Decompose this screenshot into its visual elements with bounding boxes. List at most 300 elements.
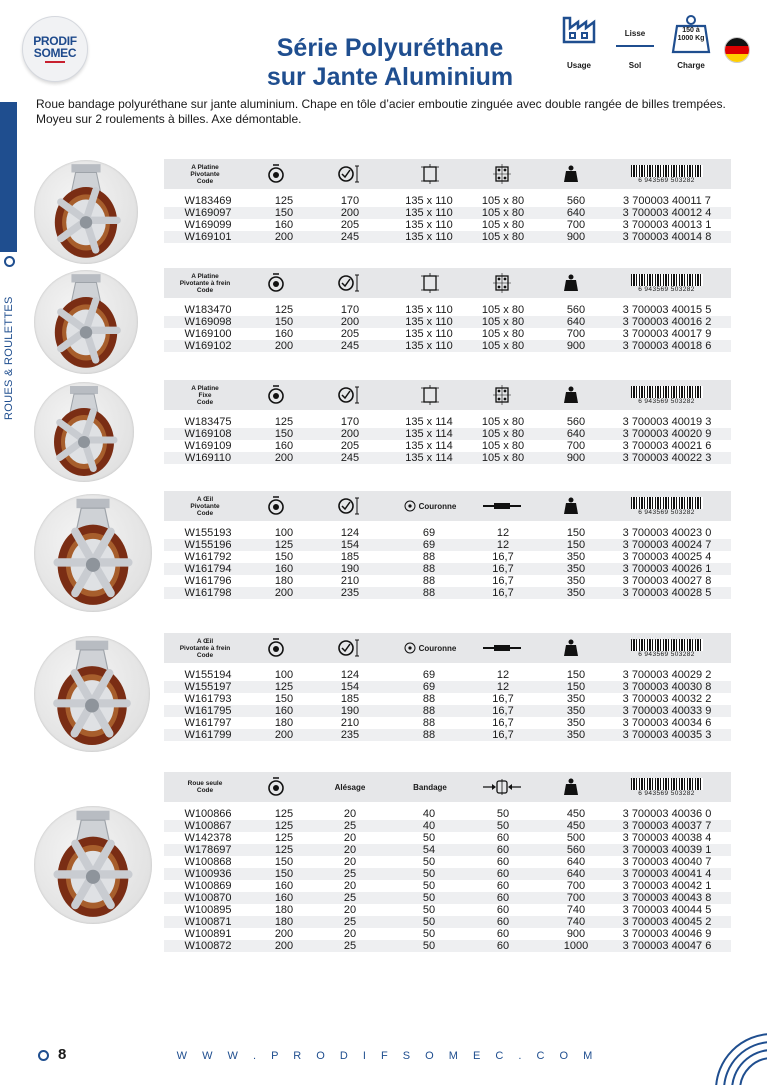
table-cell: 135 x 110	[405, 304, 453, 316]
table-row	[164, 452, 731, 464]
table-cell: 135 x 114	[405, 416, 453, 428]
title-line-1: Série Polyuréthane	[276, 34, 504, 62]
charge-bottom: 1000 Kg	[677, 35, 705, 42]
table-cell: 125	[274, 681, 294, 693]
table-row	[164, 681, 731, 693]
table-cell: 100	[274, 527, 294, 539]
table-cell: 160	[274, 892, 294, 904]
table-cell: 350	[566, 693, 586, 705]
ean-code: 3 700003 40037 7	[622, 820, 712, 832]
table-cell: 88	[422, 717, 436, 729]
ean-code: 3 700003 40036 0	[622, 808, 712, 820]
table-row	[164, 563, 731, 575]
ean-code: 3 700003 40042 1	[622, 880, 712, 892]
table-cell: 160	[274, 705, 294, 717]
table-cell: 350	[566, 729, 586, 741]
product-code: W161796	[184, 575, 232, 587]
table-cell: 150	[274, 207, 294, 219]
height-icon	[318, 159, 382, 189]
barcode-number: 6 943569 503282	[638, 508, 695, 516]
table-row	[164, 940, 731, 952]
product-code: W183475	[184, 416, 232, 428]
table-cell: 1000	[563, 940, 589, 952]
table-cell: 900	[566, 340, 586, 352]
table-cell: 125	[274, 844, 294, 856]
table-cell: 190	[340, 705, 360, 717]
ean-code: 3 700003 40027 8	[622, 575, 712, 587]
ean-code: 3 700003 40040 7	[622, 856, 712, 868]
table-cell: 20	[343, 880, 357, 892]
ean-code: 3 700003 40044 5	[622, 904, 712, 916]
barcode-icon	[604, 491, 729, 521]
table-cell: 105 x 80	[481, 440, 525, 452]
table-cell: 60	[496, 928, 510, 940]
table-cell: 25	[343, 940, 357, 952]
table-cell: 25	[343, 820, 357, 832]
table-cell: 560	[566, 195, 586, 207]
table-row	[164, 551, 731, 563]
table-cell: 150	[274, 428, 294, 440]
product-code: W169108	[184, 428, 232, 440]
table-cell: 16,7	[492, 717, 514, 729]
table-cell: 200	[274, 928, 294, 940]
height-icon	[318, 633, 382, 663]
factory-icon	[562, 14, 596, 44]
table-row	[164, 904, 731, 916]
product-code: W183469	[184, 195, 232, 207]
charge-range	[666, 27, 716, 43]
table-cell: 205	[340, 219, 360, 231]
table-row	[164, 231, 731, 243]
table-cell: 200	[340, 316, 360, 328]
product-image	[34, 806, 152, 924]
table-cell: 900	[566, 928, 586, 940]
table-cell: 125	[274, 820, 294, 832]
ean-code: 3 700003 40024 7	[622, 539, 712, 551]
table-cell: 200	[274, 340, 294, 352]
table-cell: 105 x 80	[481, 304, 525, 316]
table-cell: 500	[566, 832, 586, 844]
product-code: W100868	[184, 856, 232, 868]
axle-icon	[470, 491, 534, 521]
page-title	[200, 34, 580, 92]
table-row	[164, 428, 731, 440]
table-cell: 900	[566, 231, 586, 243]
table-header-row	[164, 380, 731, 410]
table-cell: 125	[274, 539, 294, 551]
ean-code: 3 700003 40026 1	[622, 563, 712, 575]
weight-icon	[542, 491, 600, 521]
table-row	[164, 856, 731, 868]
barcode-number: 6 943569 503282	[638, 176, 695, 184]
table-cell: 16,7	[492, 551, 514, 563]
ean-code: 3 700003 40033 9	[622, 705, 712, 717]
header-icons	[554, 12, 722, 70]
product-code: W161798	[184, 587, 232, 599]
type-label-line: Pivotante	[190, 170, 220, 178]
sol-label: Sol	[628, 61, 642, 70]
type-label-line: Code	[196, 509, 214, 517]
table-cell: 54	[422, 844, 436, 856]
table-row	[164, 416, 731, 428]
table-cell: 450	[566, 820, 586, 832]
barcode-icon	[604, 380, 729, 410]
title-line-2: sur Jante Aluminium	[266, 63, 514, 91]
table-cell: 154	[340, 539, 360, 551]
table-row	[164, 844, 731, 856]
table-cell: 200	[274, 587, 294, 599]
table-cell: 160	[274, 440, 294, 452]
barcode-number: 6 943569 503282	[638, 397, 695, 405]
product-code: W161793	[184, 693, 232, 705]
height-icon	[318, 491, 382, 521]
table-cell: 350	[566, 551, 586, 563]
product-code: W155196	[184, 539, 232, 551]
type-label	[174, 380, 236, 410]
type-label	[174, 491, 236, 521]
table-cell: 135 x 114	[405, 440, 453, 452]
page-number: 8	[58, 1046, 67, 1063]
table-cell: 20	[343, 928, 357, 940]
product-image	[34, 382, 134, 482]
ean-code: 3 700003 40039 1	[622, 844, 712, 856]
charge-label: Charge	[677, 61, 705, 70]
table-cell: 88	[422, 729, 436, 741]
type-label-line: A Œil	[196, 495, 214, 503]
table-cell: 200	[340, 428, 360, 440]
product-code: W100867	[184, 820, 232, 832]
sidebar-bar	[0, 102, 17, 252]
table-cell: 200	[340, 207, 360, 219]
ean-code: 3 700003 40038 4	[622, 832, 712, 844]
ean-code: 3 700003 40017 9	[622, 328, 712, 340]
barcode-icon	[604, 772, 729, 802]
table-cell: 150	[274, 856, 294, 868]
type-label-line: Roue seule	[187, 780, 223, 787]
product-image	[34, 636, 150, 752]
product-code: W100895	[184, 904, 232, 916]
table-cell: 640	[566, 428, 586, 440]
barcode-number: 6 943569 503282	[638, 285, 695, 293]
weight-icon	[542, 772, 600, 802]
table-header-row	[164, 159, 731, 189]
table-cell: 170	[340, 195, 360, 207]
table-cell: 180	[274, 717, 294, 729]
table-row	[164, 916, 731, 928]
type-label-line: Pivotante à frein	[179, 644, 231, 652]
table-cell: 12	[496, 681, 510, 693]
ean-code: 3 700003 40015 5	[622, 304, 712, 316]
type-label-line: Pivotante	[190, 502, 220, 510]
table-cell: 105 x 80	[481, 428, 525, 440]
table-cell: 350	[566, 575, 586, 587]
type-label-line: Code	[196, 177, 214, 185]
type-label	[174, 159, 236, 189]
table-row	[164, 693, 731, 705]
table-cell: 200	[274, 729, 294, 741]
product-code: W169099	[184, 219, 232, 231]
table-cell: 125	[274, 195, 294, 207]
table-cell: 50	[496, 820, 510, 832]
table-cell: 60	[496, 832, 510, 844]
table-cell: 350	[566, 717, 586, 729]
table-cell: 235	[340, 729, 360, 741]
product-code: W161792	[184, 551, 232, 563]
ean-code: 3 700003 40046 9	[622, 928, 712, 940]
ean-code: 3 700003 40034 6	[622, 717, 712, 729]
table-cell: 69	[422, 669, 436, 681]
table-cell: 150	[274, 693, 294, 705]
table-row	[164, 575, 731, 587]
product-code: W169110	[184, 452, 232, 464]
table-cell: 640	[566, 207, 586, 219]
table-cell: 16,7	[492, 563, 514, 575]
table-header-row	[164, 268, 731, 298]
barcode-icon	[604, 633, 729, 663]
ean-code: 3 700003 40018 6	[622, 340, 712, 352]
table-cell: 245	[340, 452, 360, 464]
table-cell: 185	[340, 551, 360, 563]
table-cell: 150	[566, 539, 586, 551]
table-cell: 190	[340, 563, 360, 575]
plate-icon	[396, 380, 464, 410]
barcode-number: 6 943569 503282	[638, 650, 695, 658]
table-cell: 50	[422, 916, 436, 928]
product-code: W100871	[184, 916, 232, 928]
product-image	[34, 494, 152, 612]
product-code: W169102	[184, 340, 232, 352]
wheel-icon	[246, 380, 306, 410]
product-code: W100869	[184, 880, 232, 892]
table-cell: 150	[274, 316, 294, 328]
table-cell: 60	[496, 916, 510, 928]
table-cell: 50	[422, 928, 436, 940]
table-cell: 560	[566, 304, 586, 316]
table-row	[164, 868, 731, 880]
ean-code: 3 700003 40011 7	[623, 195, 711, 207]
table-cell: 135 x 110	[405, 219, 453, 231]
table-cell: 16,7	[492, 575, 514, 587]
couronne-header	[396, 491, 464, 521]
couronne-label: Couronne	[418, 501, 457, 511]
table-cell: 200	[274, 452, 294, 464]
product-code: W169098	[184, 316, 232, 328]
couronne-header	[396, 633, 464, 663]
table-row	[164, 892, 731, 904]
product-code: W100870	[184, 892, 232, 904]
table-cell: 50	[422, 856, 436, 868]
holes-icon	[470, 380, 534, 410]
floor-indicator	[610, 12, 660, 70]
product-code: W100866	[184, 808, 232, 820]
brand-line-1: PRODIF	[33, 34, 77, 48]
table-header-row	[164, 633, 731, 663]
table-cell: 205	[340, 440, 360, 452]
table-row	[164, 717, 731, 729]
product-image	[34, 270, 138, 374]
table-cell: 700	[566, 328, 586, 340]
product-code: W178697	[184, 844, 232, 856]
table-cell: 125	[274, 832, 294, 844]
type-label	[174, 268, 236, 298]
table-cell: 180	[274, 904, 294, 916]
product-code: W169097	[184, 207, 232, 219]
type-label	[174, 772, 236, 802]
sidebar-section-label: ROUES & ROULETTES	[3, 296, 15, 420]
type-label-line: A Platine	[191, 163, 219, 171]
brand-logo	[22, 16, 88, 82]
table-cell: 200	[274, 940, 294, 952]
product-code: W169101	[184, 231, 232, 243]
intro-text: Roue bandage polyuréthane sur jante aluminium. Chape en tôle d’acier emboutie zinguée avec double rangée de billes trempées. Moyeu sur 2 roulements à billes. Axe démontable.	[36, 97, 726, 126]
plate-icon	[396, 268, 464, 298]
table-cell: 50	[422, 868, 436, 880]
table-row	[164, 207, 731, 219]
table-cell: 40	[422, 820, 436, 832]
table-cell: 105 x 80	[481, 219, 525, 231]
barcode-icon	[604, 268, 729, 298]
brand-line-2: SOMEC	[33, 46, 77, 60]
table-cell: 88	[422, 551, 436, 563]
couronne-label: Couronne	[418, 643, 457, 653]
table-header-row	[164, 491, 731, 521]
table-cell: 60	[496, 880, 510, 892]
brand-stripe	[45, 61, 65, 63]
table-cell: 16,7	[492, 693, 514, 705]
type-label-line: Code	[196, 651, 214, 659]
wheel-icon	[246, 772, 306, 802]
type-label-line: Pivotante à frein	[179, 279, 231, 287]
type-label-line: Code	[196, 398, 214, 406]
usage-label: Usage	[566, 61, 591, 70]
table-cell: 16,7	[492, 587, 514, 599]
table-cell: 60	[496, 940, 510, 952]
table-cell: 185	[340, 693, 360, 705]
ean-code: 3 700003 40019 3	[622, 416, 712, 428]
table-cell: 105 x 80	[481, 340, 525, 352]
table-cell: 88	[422, 705, 436, 717]
table-row	[164, 808, 731, 820]
charge-top: 150 à	[682, 27, 700, 34]
product-code: W155193	[184, 527, 232, 539]
table-cell: 210	[340, 717, 360, 729]
ean-code: 3 700003 40023 0	[622, 527, 712, 539]
table-row	[164, 340, 731, 352]
table-cell: 25	[343, 916, 357, 928]
ean-code: 3 700003 40012 4	[622, 207, 712, 219]
table-cell: 700	[566, 219, 586, 231]
table-cell: 740	[566, 904, 586, 916]
table-cell: 124	[340, 669, 360, 681]
corner-decoration	[712, 1030, 767, 1085]
type-label-line: Code	[196, 787, 214, 794]
table-row	[164, 539, 731, 551]
table-row	[164, 669, 731, 681]
table-cell: 740	[566, 916, 586, 928]
height-icon	[318, 380, 382, 410]
product-code: W161799	[184, 729, 232, 741]
table-cell: 20	[343, 808, 357, 820]
type-label	[174, 633, 236, 663]
table-cell: 135 x 110	[405, 207, 453, 219]
table-cell: 350	[566, 563, 586, 575]
alesage-header	[318, 772, 382, 802]
product-code: W155194	[184, 669, 232, 681]
table-row	[164, 880, 731, 892]
floor-line-icon	[616, 45, 654, 47]
type-label-line: A Platine	[191, 272, 219, 280]
product-image	[34, 160, 138, 264]
height-icon	[318, 268, 382, 298]
table-cell: 60	[496, 868, 510, 880]
ean-code: 3 700003 40041 4	[622, 868, 712, 880]
table-cell: 560	[566, 416, 586, 428]
table-cell: 12	[496, 539, 510, 551]
table-cell: 135 x 110	[405, 316, 453, 328]
barcode-number: 6 943569 503282	[638, 789, 695, 797]
table-cell: 450	[566, 808, 586, 820]
table-cell: 20	[343, 844, 357, 856]
product-code: W161797	[184, 717, 232, 729]
table-cell: 12	[496, 527, 510, 539]
ean-code: 3 700003 40047 6	[622, 940, 712, 952]
type-label-line: Code	[196, 286, 214, 294]
table-cell: 210	[340, 575, 360, 587]
product-code: W100891	[184, 928, 232, 940]
table-cell: 25	[343, 868, 357, 880]
table-row	[164, 587, 731, 599]
alesage-label: Alésage	[334, 782, 366, 792]
table-cell: 350	[566, 705, 586, 717]
table-cell: 160	[274, 219, 294, 231]
ean-code: 3 700003 40013 1	[622, 219, 712, 231]
table-cell: 40	[422, 808, 436, 820]
holes-icon	[470, 268, 534, 298]
table-cell: 135 x 110	[405, 340, 453, 352]
table-cell: 135 x 114	[405, 428, 453, 440]
product-code: W169100	[184, 328, 232, 340]
table-cell: 700	[566, 880, 586, 892]
table-cell: 640	[566, 316, 586, 328]
table-cell: 125	[274, 808, 294, 820]
table-row	[164, 527, 731, 539]
product-code: W161795	[184, 705, 232, 717]
table-cell: 160	[274, 563, 294, 575]
ean-code: 3 700003 40022 3	[622, 452, 712, 464]
wheel-icon	[246, 633, 306, 663]
usage-indicator	[554, 12, 604, 70]
website-url: W W W . P R O D I F S O M E C . C O M	[176, 1050, 599, 1062]
table-cell: 245	[340, 231, 360, 243]
table-cell: 50	[422, 904, 436, 916]
table-cell: 150	[566, 681, 586, 693]
table-row	[164, 328, 731, 340]
table-cell: 105 x 80	[481, 328, 525, 340]
table-cell: 180	[274, 916, 294, 928]
table-cell: 135 x 114	[405, 452, 453, 464]
wheel-icon	[246, 268, 306, 298]
table-row	[164, 820, 731, 832]
table-cell: 60	[496, 844, 510, 856]
charge-indicator	[666, 12, 716, 70]
table-cell: 25	[343, 892, 357, 904]
table-cell: 170	[340, 304, 360, 316]
table-cell: 20	[343, 832, 357, 844]
table-cell: 88	[422, 575, 436, 587]
table-cell: 50	[422, 832, 436, 844]
table-cell: 160	[274, 880, 294, 892]
table-cell: 154	[340, 681, 360, 693]
